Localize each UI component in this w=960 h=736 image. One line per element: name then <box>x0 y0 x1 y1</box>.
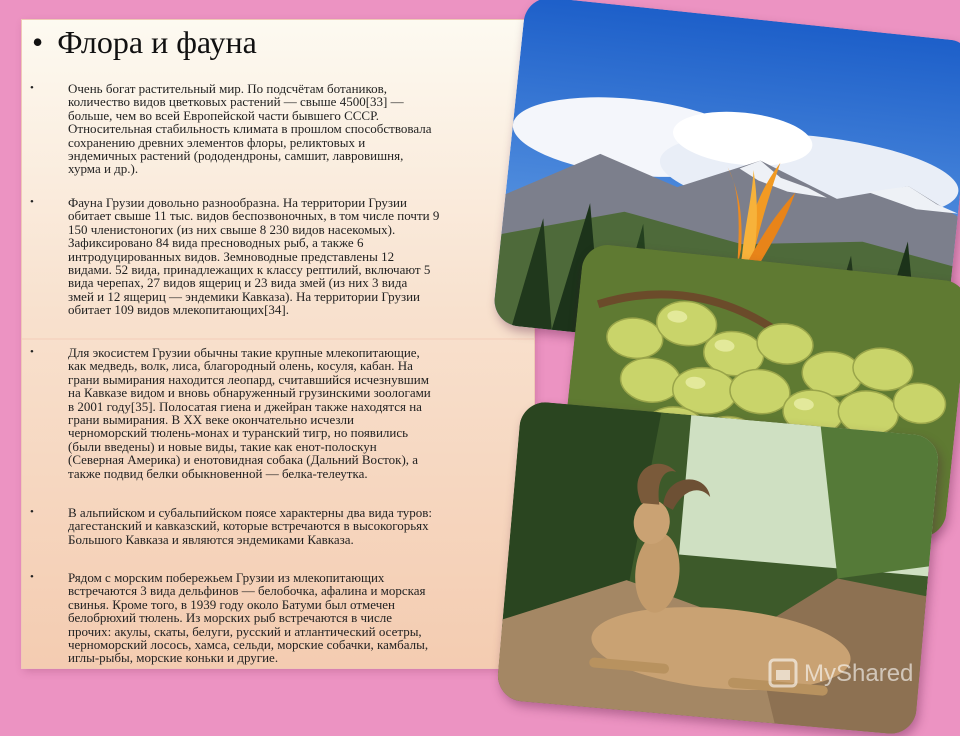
watermark-text: MyShared <box>804 660 914 687</box>
bullet: • <box>30 506 34 518</box>
slide-title-text: Флора и фауна <box>57 24 257 60</box>
myshared-logo-icon <box>768 658 798 688</box>
bullet: • <box>30 346 34 358</box>
paragraph-divider <box>22 338 534 340</box>
watermark <box>768 654 960 694</box>
paragraph-mammals-text: Для экосистем Грузии обычны такие крупные млекопитающие, как медведь, волк, лиса, благородный олень, косуля, кабан. На грани вымирания находится леопард, считавшийся исчезнувшим на Кавказе видом и вновь обнаруженный грузинскими зоологами в 2001 году[35]. Полосатая гиена и джейран также находятся на грани вымирания. В XX веке окончательно исчезли черноморский тюлень-монах и туранский тигр, но появились (были введены) и новые виды, такие как енот-полоскун (Северная Америка) и енотовидная собака (Дальний Восток), а также подвид белки обыкновенной — белка-телеутка. <box>68 345 431 481</box>
paragraph-marine-text: Рядом с морским побережьем Грузии из млекопитающих встречаются 3 вида дельфинов — белобочка, афалина и морская свинья. Кроме того, в 1939 году около Батуми был отмечен белобрюхий тюлень. Из морских рыб встречаются в числе прочих: акулы, скаты, белуги, русский и атлантический осетры, черноморский лосось, хамса, сельди, морские собачки, камбалы, иглы-рыбы, морские коньки и другие. <box>68 570 429 666</box>
paragraph-flora-text: Очень богат растительный мир. По подсчётам ботаников, количество видов цветковых растений — свыше 4500[33] — больше, чем во всей Европейской части бывшего СССР. Относительная стабильность климата в прошлом способствовала сохранению древних элементов флоры, реликтовых и эндемичных растений (рододендроны, самшит, лавровишня, хурма и др.). <box>68 81 432 177</box>
bullet: • <box>30 571 34 583</box>
title-bullet: • <box>32 24 44 60</box>
slide-title <box>32 24 257 61</box>
paragraph-fauna-text: Фауна Грузии довольно разнообразна. На территории Грузии обитает свыше 11 тыс. видов беспозвоночных, в том числе почти 9 150 членистоногих (из них свыше 8 230 видов насекомых). Зафиксировано 84 вида пресноводных рыб, а также 6 интродуцированных видов. Земноводные представлены 12 видами. 52 вида, принадлежащих к классу рептилий, включают 5 вида черепах, 27 видов ящериц и 23 вида змей (из них 3 вида змей и 12 ящериц — эндемики Кавказа). На территории Грузии обитает 109 видов млекопитающих[34]. <box>68 195 440 318</box>
bullet: • <box>30 82 34 94</box>
paragraph-tur-text: В альпийском и субальпийском поясе характерны два вида туров: дагестанский и кавказский, которые встречаются в высокогорьях Большого Кавказа и являются эндемиками Кавказа. <box>68 505 432 547</box>
text-panel <box>22 20 534 668</box>
bullet: • <box>30 196 34 208</box>
